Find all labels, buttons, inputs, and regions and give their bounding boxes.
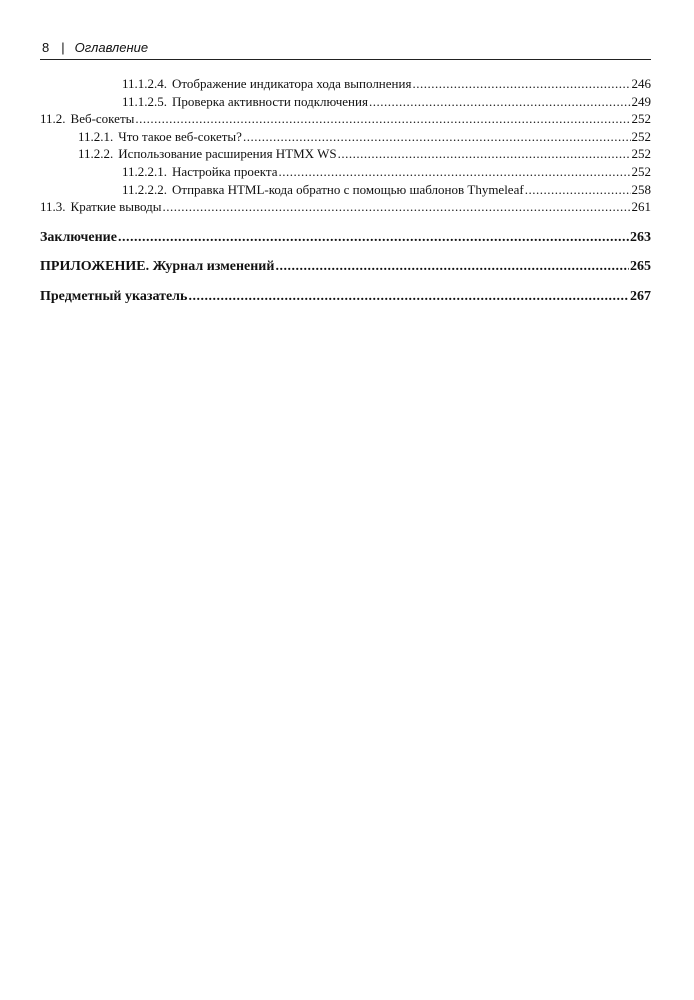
toc-entry-title: Краткие выводы xyxy=(70,199,162,215)
toc-entry-number: 11.2.1. xyxy=(78,128,114,144)
toc-entry-title: Веб-сокеты xyxy=(70,111,135,127)
toc-entry[interactable] xyxy=(40,163,651,181)
toc-entry-number: 11.2.2. xyxy=(78,146,114,162)
toc-major-page: 265 xyxy=(630,259,651,275)
toc-entry[interactable] xyxy=(40,110,651,128)
toc-entry-page: 249 xyxy=(631,93,651,109)
toc-entry-title: Настройка проекта xyxy=(172,163,278,179)
dot-leader xyxy=(412,75,630,93)
toc-major-entry[interactable] xyxy=(40,252,651,282)
toc-major-page: 267 xyxy=(630,288,651,304)
toc-entry-page: 261 xyxy=(631,199,651,215)
dot-leader xyxy=(163,198,631,216)
toc-entry[interactable] xyxy=(40,75,651,93)
header-separator: | xyxy=(61,40,65,55)
toc-entry[interactable] xyxy=(40,93,651,111)
toc-entry-page: 252 xyxy=(631,146,651,162)
dot-leader xyxy=(135,110,630,128)
running-title: Оглавление xyxy=(74,40,149,55)
toc-entry-title: Проверка активности подключения xyxy=(172,93,368,109)
toc-entry-number: 11.2.2.1. xyxy=(122,163,168,179)
toc-major-title: ПРИЛОЖЕНИЕ. Журнал изменений xyxy=(40,259,275,275)
toc-entry-title: Что такое веб-сокеты? xyxy=(118,128,242,144)
toc-entry-page: 252 xyxy=(631,163,651,179)
toc-entry-title: Использование расширения HTMX WS xyxy=(118,146,337,162)
toc-entry[interactable] xyxy=(40,181,651,199)
toc-entry-number: 11.2.2.2. xyxy=(122,181,168,197)
dot-leader xyxy=(243,128,631,146)
dot-leader xyxy=(369,93,631,111)
toc-entry-number: 11.3. xyxy=(40,199,66,215)
dot-leader xyxy=(188,282,629,312)
dot-leader xyxy=(118,223,629,253)
running-header xyxy=(40,38,651,60)
toc-entry[interactable] xyxy=(40,145,651,163)
toc-entry[interactable] xyxy=(40,128,651,146)
toc-entry-title: Отправка HTML-кода обратно с помощью шаблонов Thymeleaf xyxy=(172,181,524,197)
toc-entry-number: 11.1.2.4. xyxy=(122,76,168,91)
toc-entry-page: 258 xyxy=(631,181,651,197)
toc-entry-number: 11.1.2.5. xyxy=(122,93,168,109)
toc-entry-page: 252 xyxy=(631,111,651,127)
toc-entry-page: 246 xyxy=(631,76,651,91)
toc-major-entry[interactable] xyxy=(40,282,651,312)
dot-leader xyxy=(338,145,631,163)
dot-leader xyxy=(275,252,629,282)
toc-major-title: Заключение xyxy=(40,229,117,245)
toc-major-page: 263 xyxy=(630,229,651,245)
dot-leader xyxy=(525,181,631,199)
toc-entry-title: Отображение индикатора хода выполнения xyxy=(172,76,412,91)
toc-entry-page: 252 xyxy=(631,128,651,144)
dot-leader xyxy=(279,163,631,181)
table-of-contents xyxy=(40,75,651,311)
toc-entry-number: 11.2. xyxy=(40,111,66,127)
toc-entry[interactable] xyxy=(40,198,651,216)
page-number: 8 xyxy=(42,40,50,55)
toc-major-entry[interactable] xyxy=(40,223,651,253)
toc-major-title: Предметный указатель xyxy=(40,288,188,304)
